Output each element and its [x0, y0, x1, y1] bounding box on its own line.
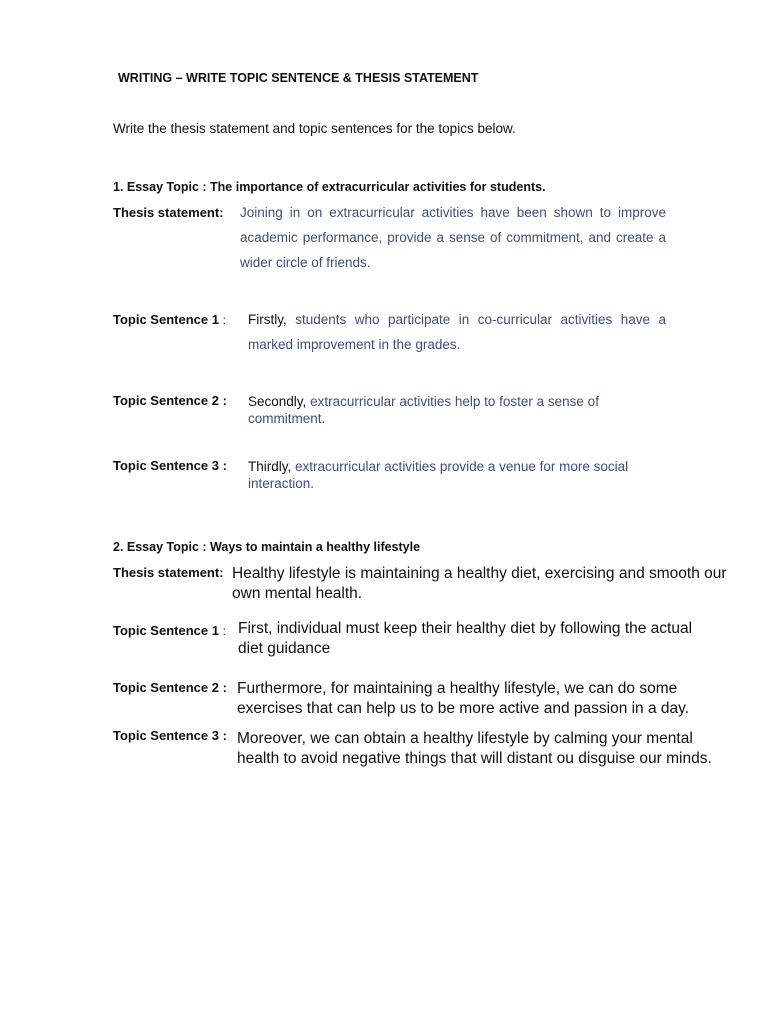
- section1-ts1-label: [113, 312, 226, 327]
- section1-ts3-body: extracurricular activities provide a venue for more social interaction.: [248, 459, 629, 491]
- section2-ts2-text: Furthermore, for maintaining a healthy lifestyle, we can do some exercises that can help us to be more active and passion in a day.: [237, 680, 690, 717]
- section2-ts1-colon: :: [222, 624, 226, 638]
- section1-ts3-text: [248, 458, 648, 492]
- section1-ts3-label: Topic Sentence 3 :: [113, 458, 227, 473]
- section1-thesis-body: Joining in on extracurricular activities have been shown to improve academic performance, provide a sense of commitment, and create a wider circle of friends.: [240, 205, 666, 270]
- section1-ts1-label-text: Topic Sentence 1: [113, 312, 219, 327]
- section1-thesis-label: Thesis statement:: [113, 205, 224, 220]
- section2-ts3-label: Topic Sentence 3 :: [113, 728, 227, 743]
- section1-ts1-text: [248, 307, 666, 357]
- section2-heading: 2. Essay Topic : Ways to maintain a healthy lifestyle: [113, 540, 421, 554]
- section1-ts1-colon: :: [222, 313, 226, 327]
- section2-thesis-text: Healthy lifestyle is maintaining a healthy diet, exercising and smooth our own mental health.: [232, 565, 727, 602]
- section1-thesis-text: [240, 200, 666, 275]
- instructions: Write the thesis statement and topic sentences for the topics below.: [113, 121, 516, 136]
- section2-ts3-text: Moreover, we can obtain a healthy lifestyle by calming your mental health to avoid negative things that will distant ou disguise our minds.: [237, 730, 712, 767]
- section2-ts1-label: [113, 623, 226, 638]
- page-title: WRITING – WRITE TOPIC SENTENCE & THESIS STATEMENT: [118, 71, 479, 85]
- section1-heading: 1. Essay Topic : The importance of extracurricular activities for students.: [113, 180, 546, 194]
- section2-ts1-text: First, individual must keep their healthy diet by following the actual diet guidance: [238, 620, 693, 657]
- section1-ts2-body: extracurricular activities help to foster a sense of commitment.: [248, 394, 599, 426]
- section1-ts3-lead: Thirdly,: [248, 459, 292, 474]
- section2-ts2-label: Topic Sentence 2 :: [113, 680, 227, 695]
- section1-ts1-body: students who participate in co-curricular activities have a marked improvement in the grades.: [248, 312, 666, 352]
- section1-ts1-lead: Firstly,: [248, 312, 287, 327]
- section2-thesis-label: Thesis statement:: [113, 565, 224, 580]
- section1-ts2-text: [248, 393, 628, 427]
- section1-ts2-label: Topic Sentence 2 :: [113, 393, 227, 408]
- section1-ts2-lead: Secondly,: [248, 394, 307, 409]
- section2-ts1-label-text: Topic Sentence 1: [113, 623, 219, 638]
